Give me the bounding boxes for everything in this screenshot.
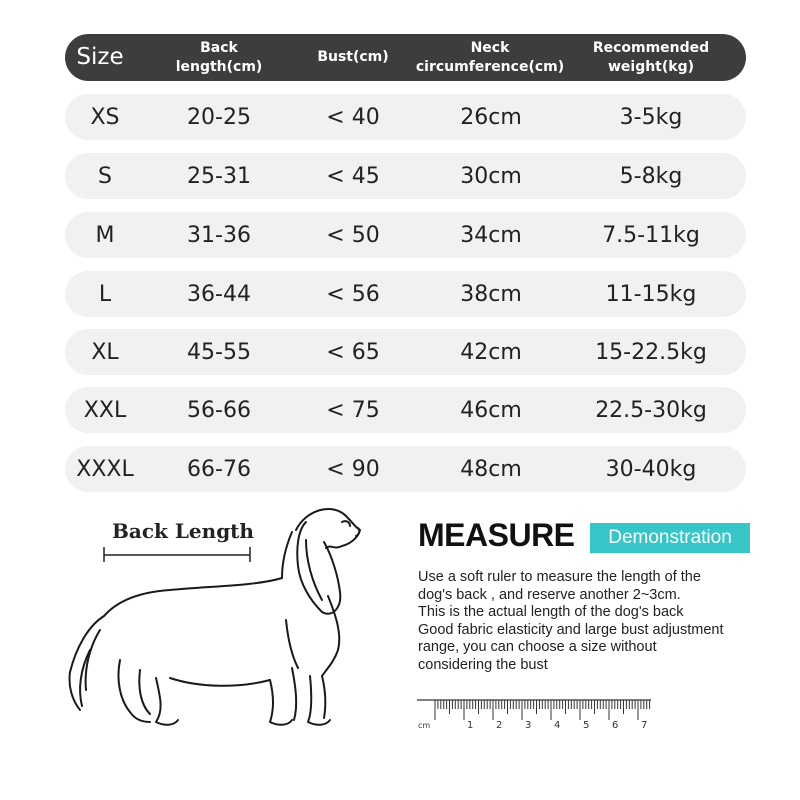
cell-bust: < 90 (326, 456, 380, 482)
cell-neck: 34cm (460, 222, 522, 248)
cell-size: XXL (83, 397, 127, 423)
table-row (65, 271, 746, 317)
back-length-label: Back Length (112, 519, 254, 543)
table-row (65, 212, 746, 258)
table-row (65, 329, 746, 375)
measure-line: This is the actual length of the dog's back (418, 604, 684, 620)
header-size: Size (76, 44, 124, 70)
ruler-number: 3 (525, 720, 532, 731)
ruler-number: 4 (554, 720, 561, 731)
cell-back-length: 56-66 (187, 397, 251, 423)
cell-size: M (95, 222, 115, 248)
dog-illustration (60, 500, 380, 740)
cell-size: S (98, 163, 112, 189)
measure-title: MEASURE (418, 517, 575, 553)
demonstration-badge: Demonstration (590, 523, 750, 553)
cell-bust: < 75 (326, 397, 380, 423)
table-row (65, 94, 746, 140)
cell-size: XL (91, 339, 119, 365)
cell-bust: < 50 (326, 222, 380, 248)
ruler-number: 6 (612, 720, 619, 731)
cell-size: XXXL (76, 456, 134, 482)
cell-back-length: 66-76 (187, 456, 251, 482)
ruler-number: 7 (641, 720, 648, 731)
cell-back-length: 31-36 (187, 222, 251, 248)
ruler (415, 698, 655, 732)
cell-back-length: 45-55 (187, 339, 251, 365)
ruler-number: 2 (496, 720, 503, 731)
cell-weight: 30-40kg (605, 456, 697, 482)
cell-weight: 11-15kg (605, 281, 697, 307)
cell-weight: 5-8kg (619, 163, 683, 189)
cell-neck: 46cm (460, 397, 522, 423)
measure-line: range, you can choose a size without (418, 639, 657, 655)
cell-size: L (98, 281, 112, 307)
back-length-bracket (104, 547, 250, 562)
table-row (65, 446, 746, 492)
measure-line: considering the bust (418, 656, 548, 673)
table-row (65, 387, 746, 433)
cell-back-length: 20-25 (187, 104, 251, 130)
header-bust: Bust(cm) (317, 49, 389, 65)
ruler-unit: cm (418, 721, 431, 730)
cell-back-length: 36-44 (187, 281, 251, 307)
cell-bust: < 65 (326, 339, 380, 365)
cell-bust: < 56 (326, 281, 380, 307)
header-neck: Neck circumference(cm) (415, 39, 565, 75)
table-row (65, 153, 746, 199)
cell-neck: 42cm (460, 339, 522, 365)
cell-weight: 15-22.5kg (595, 339, 707, 365)
measure-line: Use a soft ruler to measure the length of the (418, 569, 701, 585)
measure-line: dog's back , and reserve another 2~3cm. (418, 586, 681, 603)
cell-neck: 26cm (460, 104, 522, 130)
cell-size: XS (90, 104, 120, 130)
cell-neck: 30cm (460, 163, 522, 189)
cell-weight: 22.5-30kg (595, 397, 707, 423)
ruler-number: 5 (583, 720, 590, 731)
cell-bust: < 40 (326, 104, 380, 130)
cell-bust: < 45 (326, 163, 380, 189)
cell-weight: 7.5-11kg (602, 222, 700, 248)
header-weight: Recommended weight(kg) (592, 39, 710, 75)
cell-neck: 38cm (460, 281, 522, 307)
header-back-length: Back length(cm) (175, 39, 263, 75)
ruler-number: 1 (467, 720, 474, 731)
measure-line: Good fabric elasticity and large bust adjustment (418, 621, 724, 638)
size-table-header (65, 34, 746, 81)
cell-weight: 3-5kg (619, 104, 683, 130)
cell-neck: 48cm (460, 456, 522, 482)
measure-description (418, 569, 763, 674)
cell-back-length: 25-31 (187, 163, 251, 189)
